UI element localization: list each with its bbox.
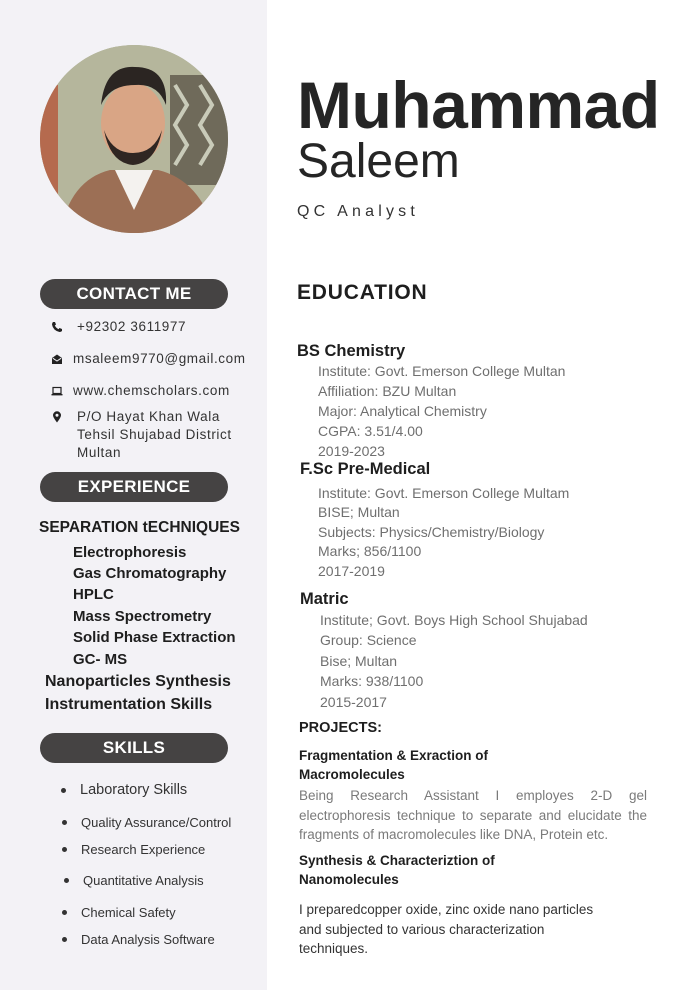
- laptop-icon: [50, 384, 64, 398]
- location-pin-icon: [50, 410, 64, 424]
- experience-main-item: Instrumentation Skills: [45, 696, 213, 713]
- email-address: msaleem9770@gmail.com: [73, 351, 246, 366]
- skill-item: Data Analysis Software: [62, 932, 215, 947]
- phone-icon: [50, 320, 64, 334]
- experience-item: Mass Spectrometry: [73, 608, 212, 625]
- skill-item: Quantitative Analysis: [64, 873, 204, 888]
- education-detail: CGPA: 3.51/4.00: [318, 423, 423, 439]
- address-text: P/O Hayat Khan Wala Tehsil Shujabad District Multan: [77, 409, 232, 460]
- education-detail: 2019-2023: [318, 443, 385, 459]
- project-description: I preparedcopper oxide, zinc oxide nano particles and subjected to various characterization techniques.: [299, 902, 594, 956]
- education-detail: Bise; Multan: [320, 653, 398, 669]
- skill-item: Quality Assurance/Control: [62, 815, 231, 830]
- experience-heading: EXPERIENCE: [40, 472, 228, 502]
- education-detail: Marks: 938/1100: [320, 673, 424, 689]
- bullet-icon: [62, 820, 67, 825]
- bullet-icon: [64, 878, 69, 883]
- projects-heading: PROJECTS:: [299, 720, 382, 736]
- degree-title: BS Chemistry: [297, 342, 406, 360]
- education-detail: Institute: Govt. Emerson College Multan: [318, 363, 566, 379]
- bullet-icon: [62, 847, 67, 852]
- project-title: Fragmentation & Exraction of Macromolecules: [299, 748, 489, 782]
- degree-title: Matric: [300, 590, 349, 608]
- project-description: Being Research Assistant I employes 2-D gel electrophoresis technique to separate and elucidate the fragments of macromolecules like DNA, Protein etc.: [299, 788, 647, 842]
- project-title: Synthesis & Characteriztion of Nanomolecules: [299, 853, 495, 887]
- bullet-icon: [61, 788, 66, 793]
- bullet-icon: [62, 910, 67, 915]
- experience-item: HPLC: [73, 586, 114, 603]
- education-detail: 2017-2019: [318, 563, 385, 579]
- experience-item: Gas Chromatography: [73, 565, 227, 582]
- experience-item: Electrophoresis: [73, 544, 187, 561]
- degree-title: F.Sc Pre-Medical: [300, 460, 431, 478]
- education-detail: Group: Science: [320, 632, 417, 648]
- skill-item: Chemical Safety: [62, 905, 176, 920]
- education-detail: Affiliation: BZU Multan: [318, 383, 457, 399]
- website-link: www.chemscholars.com: [73, 383, 230, 398]
- skills-heading: SKILLS: [40, 733, 228, 763]
- bullet-icon: [62, 937, 67, 942]
- education-detail: Marks; 856/1100: [318, 543, 422, 559]
- envelope-icon: [50, 352, 64, 366]
- experience-group-title: SEPARATION tECHNIQUES: [39, 519, 240, 536]
- education-detail: Institute: Govt. Emerson College Multam: [318, 485, 570, 501]
- contact-address: [50, 408, 232, 462]
- contact-email[interactable]: [50, 350, 246, 368]
- education-detail: Subjects: Physics/Chemistry/Biology: [318, 524, 545, 540]
- contact-heading: CONTACT ME: [40, 279, 228, 309]
- education-detail: 2015-2017: [320, 694, 387, 710]
- person-portrait-icon: [40, 45, 228, 233]
- contact-website[interactable]: [50, 382, 230, 400]
- contact-phone[interactable]: [50, 318, 186, 336]
- phone-number: +92302 3611977: [77, 319, 187, 334]
- education-heading: EDUCATION: [297, 281, 428, 304]
- education-detail: BISE; Multan: [318, 504, 400, 520]
- education-detail: Institute; Govt. Boys High School Shujabad: [320, 612, 588, 628]
- skill-item: Research Experience: [62, 842, 205, 857]
- skill-item: Laboratory Skills: [61, 782, 187, 798]
- profile-photo: [40, 45, 228, 233]
- job-title: QC Analyst: [297, 203, 420, 220]
- first-name: Muhammad: [297, 68, 660, 142]
- experience-main-item: Nanoparticles Synthesis: [45, 673, 231, 690]
- education-detail: Major: Analytical Chemistry: [318, 403, 487, 419]
- last-name: Saleem: [297, 135, 460, 188]
- experience-item: Solid Phase Extraction: [73, 629, 236, 646]
- experience-item: GC- MS: [73, 651, 128, 668]
